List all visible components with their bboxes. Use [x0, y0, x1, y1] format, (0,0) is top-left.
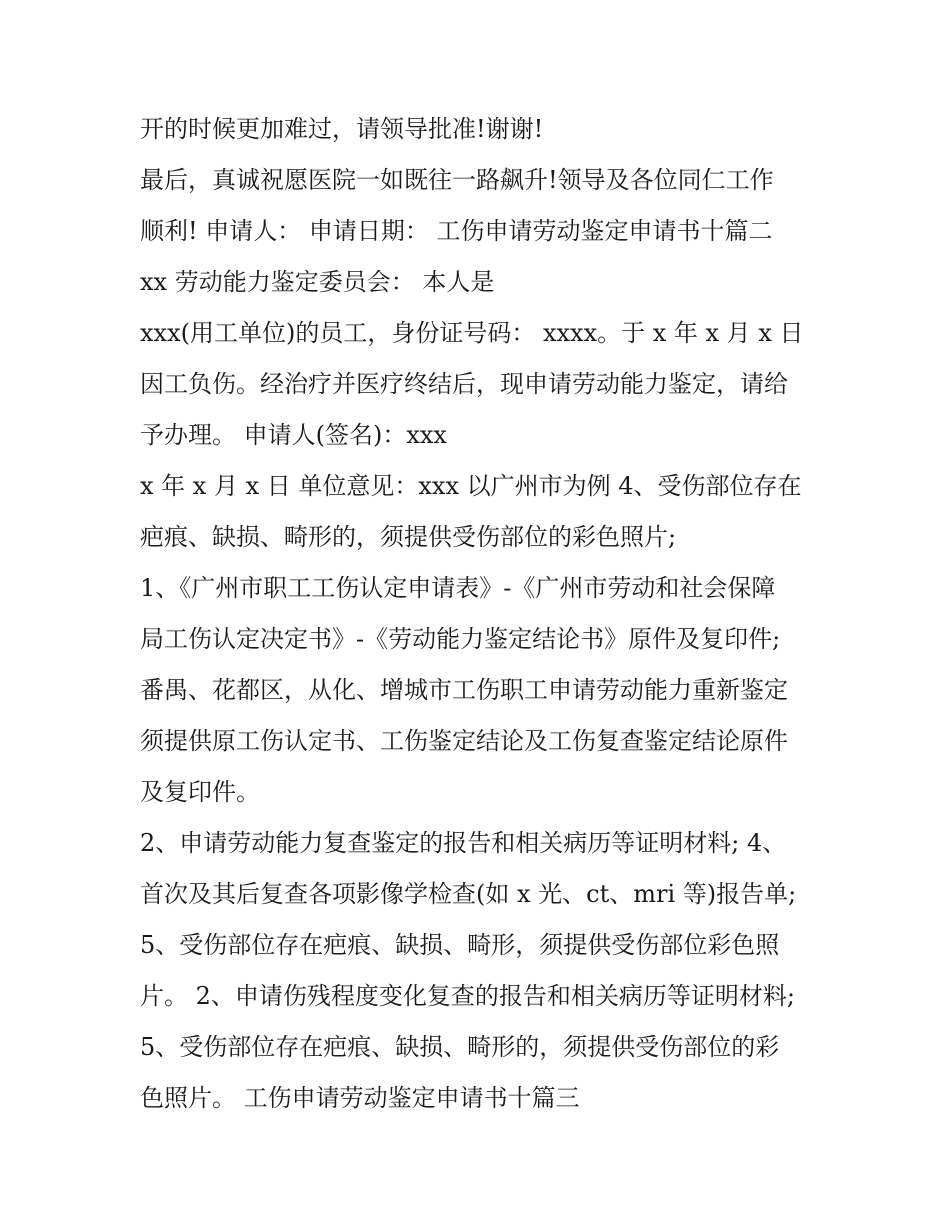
text-line: 5、受伤部位存在疤痕、缺损、畸形的，须提供受伤部位的彩 — [140, 1033, 780, 1061]
text-line: 及复印件。 — [140, 778, 260, 806]
text-line: 1、《广州市职工工伤认定申请表》-《广州市劳动和社会保障 — [140, 574, 776, 602]
text-line: 首次及其后复查各项影像学检查(如 x 光、ct、mri 等)报告单; — [140, 880, 797, 908]
text-line: 予办理。 申请人(签名)：xxx — [140, 421, 447, 449]
text-line: xx 劳动能力鉴定委员会： 本人是 — [140, 268, 495, 296]
text-line: 因工负伤。经治疗并医疗终结后，现申请劳动能力鉴定，请给 — [140, 370, 788, 398]
text-line: 疤痕、缺损、畸形的，须提供受伤部位的彩色照片; — [140, 523, 677, 551]
text-line: x 年 x 月 x 日 单位意见：xxx 以广州市为例 4、受伤部位存在 — [140, 472, 802, 500]
text-line: 色照片。 工伤申请劳动鉴定申请书十篇三 — [140, 1084, 580, 1112]
text-line: xxx(用工单位)的员工，身份证号码： xxxx。于 x 年 x 月 x 日 — [140, 319, 804, 347]
text-line: 片。 2、申请伤残程度变化复查的报告和相关病历等证明材料; — [140, 982, 795, 1010]
text-line: 顺利! 申请人： 申请日期： 工伤申请劳动鉴定申请书十篇二 — [140, 217, 773, 245]
text-line: 开的时候更加难过，请领导批准!谢谢! — [140, 115, 544, 143]
text-line: 2、申请劳动能力复查鉴定的报告和相关病历等证明材料; 4、 — [140, 829, 787, 857]
text-line: 局工伤认定决定书》-《劳动能力鉴定结论书》原件及复印件; — [140, 625, 781, 653]
text-line: 番禺、花都区，从化、增城市工伤职工申请劳动能力重新鉴定 — [140, 676, 788, 704]
text-line: 须提供原工伤认定书、工伤鉴定结论及工伤复查鉴定结论原件 — [140, 727, 788, 755]
text-line: 最后，真诚祝愿医院一如既往一路飙升!领导及各位同仁工作 — [140, 166, 774, 194]
document-body — [140, 104, 820, 1124]
text-line: 5、受伤部位存在疤痕、缺损、畸形，须提供受伤部位彩色照 — [140, 931, 780, 959]
